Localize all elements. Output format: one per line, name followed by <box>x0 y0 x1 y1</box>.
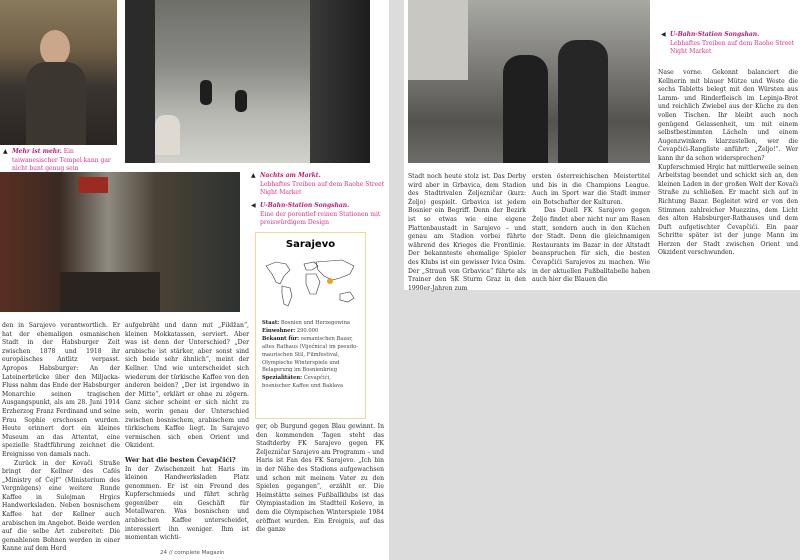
fact-row-spezialitaeten: Spezialitäten: Ćevapčići, bosnischer Kaffee und Baklava <box>262 375 344 390</box>
triangle-left-icon: ◀ <box>661 31 666 38</box>
triangle-left-icon: ◀ <box>251 202 256 209</box>
world-map <box>262 254 360 314</box>
text-column-4: Stadt noch heute stolz ist. Das Derby wird aber in Grbavica, dem Stadion des Stadtrivalen Željezničar (kurz: Željo) gespielt. Grbavica ist jedem Bosnier ein Begriff. Denn der Bezirk ist so etwas wie eine eigene Plattenbaustadt in Sarajevo – und genau am Stadion vorbei führte während des Krieges die Frontlinie. Der bekannteste ehemalige Spieler des Klubs ist ein gewisser Ivica Osim. Der „Strauß von Grbavica“ führte als Trainer den SK Sturm Graz in den 1990er-Jahren zum <box>408 173 526 292</box>
factbox-sarajevo <box>255 232 366 419</box>
photo-cafe-street <box>408 0 650 163</box>
page-footer: 24 // complete Magazin <box>160 550 225 556</box>
triangle-up-icon: ▲ <box>3 148 8 155</box>
caption-songshan: ◀ U-Bahn-Station Songshan. Eine der porentief reinen Stationen mit preiswürdigem Design <box>251 202 381 227</box>
triangle-up-icon: ▲ <box>251 172 256 179</box>
photo-street-chess <box>125 0 370 163</box>
fact-row-bekannt: Bekannt für: osmanischen Bazar, altes Rathaus (Vijećnica) im pseudo-maurischen Stil, Filmfestival, Olympische Winterspiele und Belagerung im Bosnienkrieg <box>262 335 358 374</box>
text-column-5: ersten österreichischen Meistertitel und bis in die Champions League. Auch im Sport war die Stadt immer ein Botschafter der Kulturen. Das Duell FK Sarajevo gegen Željo findet aber nicht nur am Rasen statt, sondern auch in den Küchen der Stadt. Denn die gleichnamigen Restaurants im Bazar in der Altstadt beanspruchen für sich, die besten Ćevapčići Sarajevos zu machen. Wie in der aktuellen Fußballtabelle haben auch hier die Blauen die <box>532 173 650 284</box>
right-page <box>404 0 800 290</box>
fact-row-staat: Staat: Bosnien und Herzegowina <box>262 320 351 326</box>
location-marker <box>327 278 333 284</box>
text-column-6: Nase vorne. Gekonnt balanciert die Kellnerin mit blauer Mütze und Weste die sechs Tabletts belegt mit den Würsten aus Lamm- und Rinderfleisch im Lepinja-Brot und reichlich Zwiebel aus der Küche zu den vollen Tischen. Ihr bleibt auch noch genügend Gelassenheit, um mit einem selbstbestimmten Lächeln und einem Augenzwinkern klarzustellen, wer die Ćevapčići-Rangliste anführt: „Željo!“. Wer kann ihr da schon widersprechen? Kupferschmied Hrgic hat mittlerweile seinen Arbeitstag beendet und schickt sich an, den kleinen Laden in der großen Welt der Kovači Straße zu schließen. Er macht sich auf in Richtung Bazar. Begleitet wird er von den Stimmen zahlreicher Muezzins, dem Licht des alten Habsburger-Rathauses und dem Duft aufgetischter Ćevapčići. Ein paar Schritte später ist der junge Mann im Herzen der Stadt zwischen Orient und Okzident verschwunden. <box>658 69 798 257</box>
text-column-3: ger, ob Burgund gegen Blau gewinnt. In den kommenden Tagen steht das Stadtderby FK Sarajevo gegen FK Željezničar Sarajevo am Programm – und Haris ist Fan des FK Sarajevo. „Ich bin in der Nähe des Stadions aufgewachsen und schon mit meinem Vater zu den Spielen gegangen“, erzählt er. Die Heimstätte seines Fußballklubs ist das Olympiastadion im Stadtteil Koševo, in dem die Olympischen Winterspiele 1984 eröffnet wurden. Ein Ereignis, auf das die ganze <box>256 423 384 534</box>
fact-row-einwohner: Einwohner: 290.000 <box>262 327 319 334</box>
caption-temple: ▲ Mehr ist mehr. Ein taiwanesischer Tempel kann gar nicht bunt genug sein <box>3 148 111 173</box>
left-page <box>0 0 389 560</box>
photo-alley-market <box>0 172 240 312</box>
caption-night-market: ▲ Nachts am Markt. Lebhaftes Treiben auf dem Raohe Street Night Market <box>251 172 385 197</box>
factbox-title: Sarajevo <box>285 239 336 250</box>
subheading: Wer hat die besten Ćevapčići? <box>125 455 236 464</box>
caption-songshan-right: ◀ U-Bahn-Station Songshan. Lebhaftes Treiben auf dem Raohe Street Night Market <box>661 31 795 56</box>
text-column-2: aufgebrüht und dann mit „Fildžan“, kleinen Mokkatassen, serviert. Aber was ist denn der Unterschied? „Der arabische ist stärker, aber sonst sind sich beide sehr ähnlich“, meint der Kellner. Und wie unterscheidet sich wiederum der türkische Kaffee von den anderen beiden? „Der ist irgendwo in der Mitte“, erklärt er ohne zu zögern. Ganz sicher scheint er sich nicht zu sein, worin genau der Unterschied zwischen bosnischem, arabischem und türkischem Kaffee liegt. In Sarajevo vermischen sich eben Orient und Okzident. Wer hat die besten Ćevapčići? In der Zwischenzeit hat Haris im kleinen Handwerksladen Platz genommen. Er ist ein Freund des Kupferschmieds und führt schräg gegenüber ein Geschäft für Metallwaren. Was bosnischen und arabischen Kaffee unterscheidet, interessiert ihn weniger. Ihm ist momentan wichti- <box>125 322 249 542</box>
text-column-1: den in Sarajevo verantwortlich. Er hat der ehemaligen osmanischen Stadt in der Habsburger Zeit zwischen 1878 und 1918 ihr europäisches Antlitz verpasst. Apropos Habsburger: An der Lateinerbrücke über den Miljacka-Fluss nahm das Ende der Habsburger Monarchie seinen tragischen Ausgangspunkt, als am 28. Juni 1914 Erzherzog Franz Ferdinand und seine Frau Sophie erschossen wurden. Heute erinnert dort ein kleines Museum an das Attentat, eine spezielle Stadtführung zeichnet die Ereignisse von damals nach. Zurück in der Kovači Straße bringt der Kellner des Cafés „Ministry of Ćejf“ (Ministerium des Vergnügens) eine weitere Runde Kaffee in Sulejman Hrgics Handwerksladen. Neben bosnischem Kaffee hat der Kellner auch arabischen im Angebot. Beide werden auf die selbe Art zubereitet: Die gemahlenen Bohnen werden in einer Kanne auf dem Herd <box>2 322 120 553</box>
photo-woman-portrait <box>0 0 117 145</box>
